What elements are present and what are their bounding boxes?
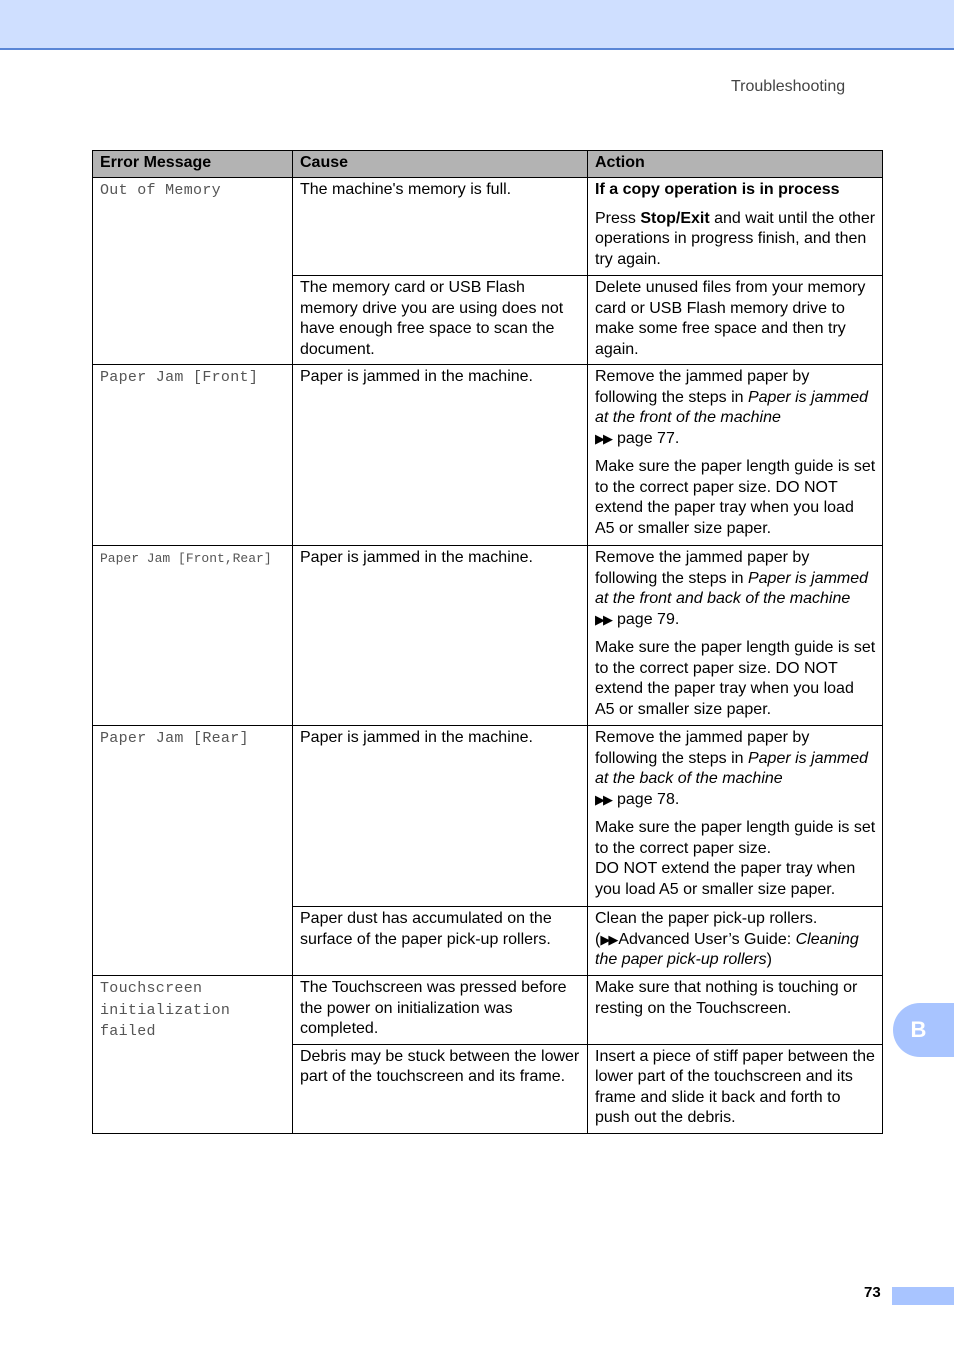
cause-cell: Paper dust has accumulated on the surface of the paper pick-up rollers. [293,907,588,976]
error-code: Touchscreen initialization failed [100,980,240,1040]
error-code: Paper Jam [Front] [100,369,259,386]
action-cell: Remove the jammed paper by following the steps in Paper is jammed at the front of the machine ▶▶ page 77. Make sure the paper length guide is set to the correct paper size. DO NOT extend the paper tray when you load A5 or smaller size paper. [588,365,883,546]
header-action: Action [588,151,883,178]
error-code: Paper Jam [Front,Rear] [100,551,272,566]
table-row [93,546,883,726]
cause-cell: Debris may be stuck between the lower part of the touchscreen and its frame. [293,1044,588,1133]
page-number-bar [892,1287,954,1305]
page-reference[interactable]: page 78. [617,790,680,808]
cross-reference: Paper is jammed at the back of the machine [595,749,869,787]
error-message-cell [93,976,293,1134]
cause-cell: Paper is jammed in the machine. [293,365,588,546]
table-row [93,726,883,907]
action-cell: Remove the jammed paper by following the steps in Paper is jammed at the front and back of the machine ▶▶ page 79. Make sure the paper length guide is set to the correct paper size. DO NOT extend the paper tray when you load A5 or smaller size paper. [588,546,883,726]
error-code: Paper Jam [Rear] [100,730,249,747]
stop-exit-key: Stop/Exit [640,209,710,227]
action-cell: If a copy operation is in process Press Stop/Exit and wait until the other operations in progress finish, and then try again. [588,178,883,276]
cause-cell: The memory card or USB Flash memory drive you are using does not have enough free space to scan the document. [293,276,588,365]
cross-reference: Paper is jammed at the front and back of the machine [595,569,869,607]
appendix-tab[interactable]: B [893,1003,954,1057]
table-row [93,365,883,546]
action-cell: Clean the paper pick-up rollers. (▶▶ Advanced User’s Guide: Cleaning the paper pick-up rollers) [588,907,883,976]
cause-cell: The machine's memory is full. [293,178,588,276]
header-cause: Cause [293,151,588,178]
page-reference[interactable]: page 77. [617,429,680,447]
action-cell: Insert a piece of stiff paper between the lower part of the touchscreen and its frame and slide it back and forth to push out the debris. [588,1044,883,1133]
page-number: 73 [864,1284,881,1301]
double-arrow-icon: ▶▶ [595,791,611,807]
double-arrow-icon: ▶▶ [595,430,611,446]
error-message-cell [93,178,293,365]
error-message-cell [93,726,293,976]
cross-reference: Cleaning the paper pick-up rollers [595,930,859,968]
error-message-cell [93,546,293,726]
table-header-row [93,151,883,178]
header-error-message: Error Message [93,151,293,178]
error-message-table [92,150,883,1134]
page-reference[interactable]: page 79. [617,610,680,628]
action-cell: Remove the jammed paper by following the steps in Paper is jammed at the back of the machine ▶▶ page 78. Make sure the paper length guide is set to the correct paper size. DO NOT extend the paper tray when you load A5 or smaller size paper. [588,726,883,907]
error-message-cell [93,365,293,546]
table-row [93,178,883,276]
action-heading: If a copy operation is in process [595,181,840,198]
cause-cell: Paper is jammed in the machine. [293,546,588,726]
cause-cell: Paper is jammed in the machine. [293,726,588,907]
double-arrow-icon: ▶▶ [595,611,611,627]
section-title: Troubleshooting [731,78,846,95]
header-band [0,0,954,50]
cross-reference: Paper is jammed at the front of the machine [595,388,869,426]
cause-cell: The Touchscreen was pressed before the power on initialization was completed. [293,976,588,1045]
double-arrow-icon: ▶▶ [600,931,617,947]
table-row [93,976,883,1045]
error-code: Out of Memory [100,182,221,199]
action-cell: Make sure that nothing is touching or resting on the Touchscreen. [588,976,883,1045]
action-cell: Delete unused files from your memory card or USB Flash memory drive to make some free space and then try again. [588,276,883,365]
